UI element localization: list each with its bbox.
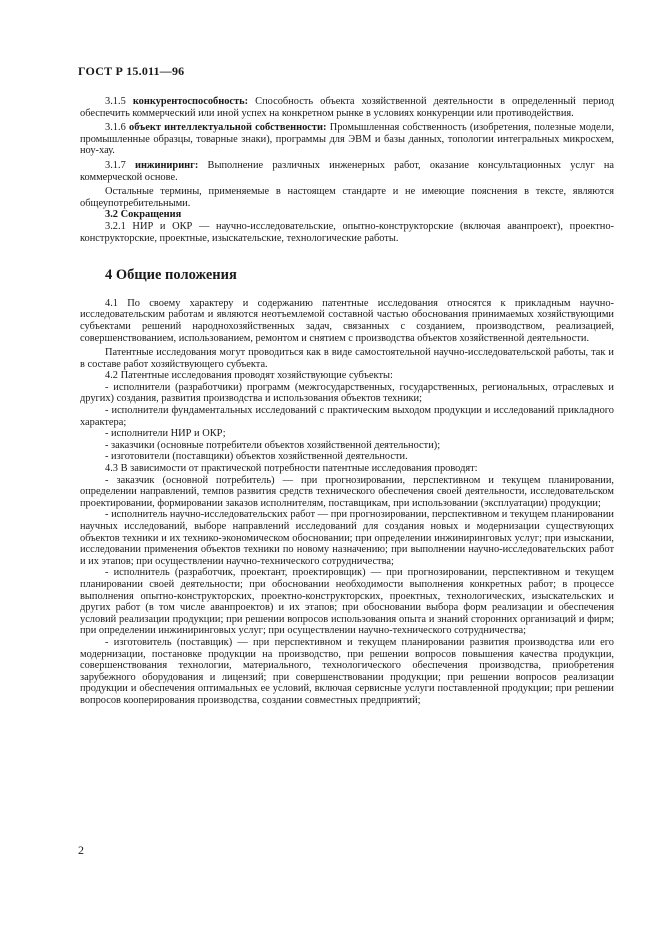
body-text — [80, 96, 614, 707]
paragraph-4-3: 4.3 В зависимости от практической потребности патентные исследования проводят: — [105, 463, 478, 475]
term-definition: Промышленная собственность (изобретения, полезные модели, промышленные образцы, товарные знаки), программы для ЭВМ и базы данных, топологии интегральных микросхем, ноу-хау. — [80, 122, 614, 157]
term-3-1-5 — [80, 96, 614, 119]
list-item: - исполнители НИР и ОКР; — [105, 428, 226, 440]
term-definition: Способность объекта хозяйственной деятельности в определенный период обеспечить коммерческий или иной успех на конкретном рынке в условиях конкуренции или противодействия. — [80, 96, 614, 119]
other-terms-note: Остальные термины, применяемые в настоящем стандарте и не имеющие пояснения в тексте, являются общеупотребительными. — [80, 186, 614, 209]
list-item: - изготовители (поставщики) объектов хозяйственной деятельности. — [105, 451, 408, 463]
term-3-1-7 — [80, 160, 614, 183]
paragraph-4-2: 4.2 Патентные исследования проводят хозяйствующие субъекты: — [105, 370, 393, 382]
term-definition: Выполнение различных инженерных работ, оказание консультационных услуг на коммерческой основе. — [80, 159, 614, 183]
term-name: инжиниринг: — [134, 159, 199, 171]
term-name: объект интеллектуальной собственности: — [129, 122, 327, 134]
page-header-doc-id: ГОСТ Р 15.011—96 — [78, 64, 185, 78]
paragraph-4-1: 4.1 По своему характеру и содержанию патентные исследования относятся к прикладным научно-исследовательским работам и являются неотъемлемой составной частью обоснования принимаемых хозяйствующими субъектами решений народнохозяйственных задач, связанных с созданием, производством, реализацией, совершенствованием, использованием, ремонтом и снятием с производства объектов хозяйственной деятельности. — [80, 297, 614, 344]
list-item: - исполнитель научно-исследовательских работ — при прогнозировании, перспективном и текущем планировании научных исследований, выборе направлений исследований для создания новых и модернизации существующих объектов техники и их технико-экономическом обосновании; при определении инжиниринговых услуг; при изыскании, исследовании применения объектов техники по новому назначению; при выполнении научно-исследовательских работ и их этапов; при осуществлении научно-технического сотрудничества; — [80, 509, 614, 567]
list-item: - заказчики (основные потребители объектов хозяйственной деятельности); — [105, 439, 441, 451]
abbreviations-definition: 3.2.1 НИР и ОКР — научно-исследовательские, опытно-конструкторские (включая аванпроект), проектно-конструкторские, проектные, изыскательские, технологические работы. — [80, 220, 614, 244]
paragraph-patent-research-forms: Патентные исследования могут проводиться как в виде самостоятельной научно-исследовательской работы, так и в составе работ хозяйствующего субъекта. — [80, 347, 614, 370]
list-item: - изготовитель (поставщик) — при перспективном и текущем планировании развития производства или его модернизации, постановке продукции на производство, при решении вопросов повышения качества продукции, совершенствования технологии, материального, технологического обеспечения производства, приобретения зарубежного оборудования и лицензий; при совершенствовании продукции; при решении вопросов реализации продукции и обеспечения оптимальных ее условий, включая сервисные услуги поставленной продукции; при решении вопросов кооперирования производства, создании совместных предприятий; — [80, 636, 614, 706]
abbreviations-heading: 3.2 Сокращения — [105, 209, 182, 221]
term-number: 3.1.7 — [105, 159, 126, 171]
page-number: 2 — [78, 843, 84, 857]
section-4-heading: 4 Общие положения — [105, 267, 237, 284]
term-number: 3.1.6 — [105, 122, 126, 134]
list-item: - исполнители фундаментальных исследований с практическим выходом продукции и исследований прикладного характера; — [80, 405, 614, 428]
term-number: 3.1.5 — [105, 96, 126, 107]
term-3-1-6 — [80, 122, 614, 157]
term-name: конкурентоспособность: — [132, 96, 249, 107]
list-item: - исполнители (разработчики) программ (межгосударственных, государственных, региональных, отраслевых и других) создания, развития производства и использования объектов техники; — [80, 381, 614, 405]
list-item: - исполнитель (разработчик, проектант, проектировщик) — при прогнозировании, перспективном и текущем планировании своей деятельности; при обосновании необходимости выполнения конкретных работ; в процессе выполнения опытно-конструкторских, проектно-конструкторских, проектных, технологических, изыскательских и других работ (в том числе аванпроектов) и их этапов; при обосновании выбора форм реализации и обеспечения условий реализации продукции; при решении вопросов использования опыта и знаний сторонних организаций и фирм; при определении инжиниринговых услуг; при осуществлении научно-технического сотрудничества; — [80, 567, 614, 637]
list-item: - заказчик (основной потребитель) — при прогнозировании, перспективном и текущем планировании, определении направлений, темпов развития средств технического обеспечения своей деятельности, исследовательском проектировании, формировании заказов исполнителям, поставщикам, при использовании (эксплуатации) продукции; — [80, 474, 614, 509]
